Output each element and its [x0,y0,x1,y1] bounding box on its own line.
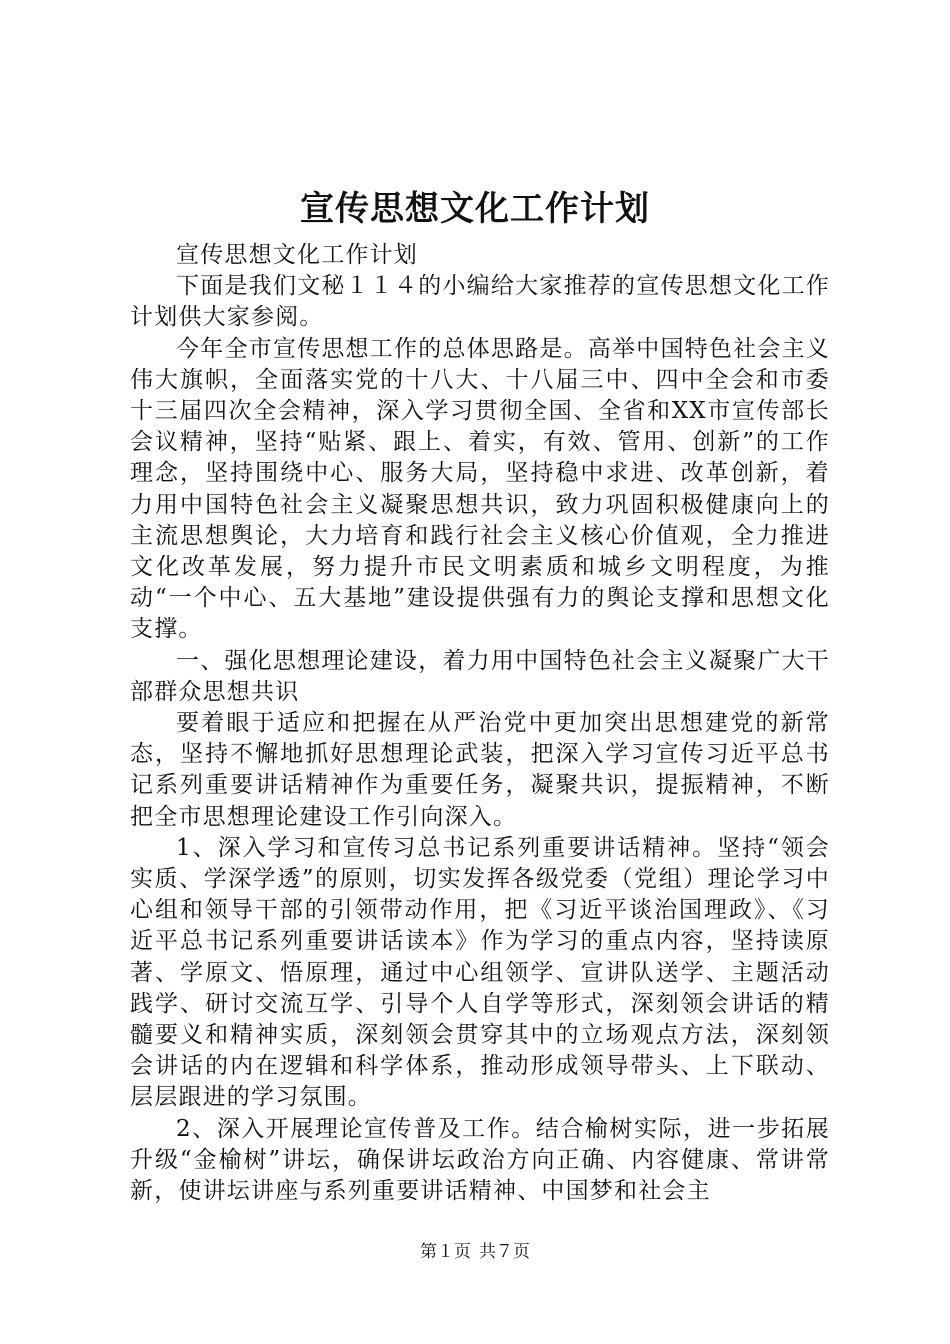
paragraph-item-1: 1、深入学习和宣传习总书记系列重要讲话精神。坚持“领会实质、学深学透”的原则，切实发挥各级党委（党组）理论学习中心组和领导干部的引领带动作用，把《习近平谈治国理政》、《习近平总书记系列重要讲话读本》作为学习的重点内容，坚持读原著、学原文、悟原理，通过中心组领学、宣讲队送学、主题活动践学、研讨交流互学、引导个人自学等形式，深刻领会讲话的精髓要义和精神实质，深刻领会贯穿其中的立场观点方法，深刻领会讲话的内在逻辑和科学体系，推动形成领导带头、上下联动、层层跟进的学习氛围。 [130,834,830,1111]
page-number: 第１页 [420,1242,471,1262]
paragraph-subtitle: 宣传思想文化工作计划 [176,242,418,268]
page-total: 共７页 [479,1242,530,1262]
paragraph-section-1-intro: 要着眼于适应和把握在从严治党中更加突出思想建党的新常态，坚持不懈地抓好思想理论武装，把深入学习宣传习近平总书记系列重要讲话精神作为重要任务，凝聚共识，提振精神，不断把全市思想理论建设工作引向深入。 [130,710,830,830]
paragraph-item-2: 2、深入开展理论宣传普及工作。结合榆树实际，进一步拓展升级“金榆树”讲坛，确保讲坛政治方向正确、内容健康、常讲常新，使讲坛讲座与系列重要讲话精神、中国梦和社会主 [130,1115,830,1205]
document-title: 宣传思想文化工作计划 [300,189,650,229]
section-heading-1: 一、强化思想理论建设，着力用中国特色社会主义凝聚广大干部群众思想共识 [130,647,830,705]
page-footer [0,1240,950,1264]
paragraph-overall-approach: 今年全市宣传思想工作的总体思路是。高举中国特色社会主义伟大旗帜，全面落实党的十八大、十八届三中、四中全会和市委十三届四次全会精神，深入学习贯彻全国、全省和XX市宣传部长会议精神，坚持“贴紧、跟上、着实，有效、管用、创新”的工作理念，坚持围绕中心、服务大局，坚持稳中求进、改革创新，着力用中国特色社会主义凝聚思想共识，致力巩固积极健康向上的主流思想舆论，大力培育和践行社会主义核心价值观，全力推进文化改革发展，努力提升市民文明素质和城乡文明程度，为推动“一个中心、五大基地”建设提供强有力的舆论支撑和思想文化支撑。 [130,335,830,643]
paragraph-intro: 下面是我们文秘１１４的小编给大家推荐的宣传思想文化工作计划供大家参阅。 [130,273,830,331]
document-body [130,240,830,1207]
